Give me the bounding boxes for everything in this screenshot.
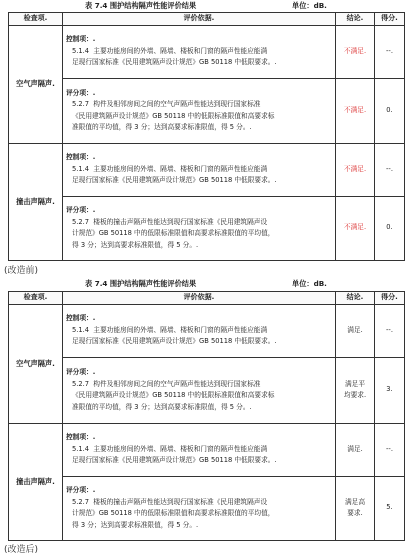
clause-text-cont: 得 3 分；达到高要求标准限值，得 5 分。.	[72, 520, 199, 529]
conclusion-line: 要求.	[347, 509, 363, 517]
header-conclusion: 结论.	[336, 13, 375, 26]
header-score: 得分.	[375, 13, 405, 26]
row-label: 控制项：.	[66, 314, 96, 323]
clause-number: 5.2.7	[72, 217, 90, 226]
clause-number: 5.1.4	[72, 444, 90, 453]
evaluation-table-before	[8, 12, 405, 261]
row-label: 评分项：.	[66, 368, 96, 376]
score-cell: --.	[375, 423, 405, 476]
conclusion-line: 满足平	[344, 379, 366, 388]
clause-number: 5.1.4	[72, 46, 90, 55]
clause-text-cont: 《民用建筑隔声设计规范》GB 50118 中的低限标准限值和高要求标	[72, 391, 275, 399]
clause-number: 5.2.7	[72, 100, 90, 108]
score-cell: 3.	[375, 357, 405, 423]
clause-text: 楼板的撞击声隔声性能达到现行国家标准《民用建筑隔声设	[93, 217, 268, 226]
table-header-row	[9, 292, 405, 305]
table-title-before	[0, 0, 410, 12]
clause-text-cont: 准限值的平均值，得 3 分；达到高要求标准限值，得 5 分。.	[72, 123, 252, 131]
evaluation-table-after	[8, 291, 405, 541]
basis-cell	[63, 423, 336, 476]
clause-text-cont: 足现行国家标准《民用建筑隔声设计规范》GB 50118 中低限要求。.	[72, 456, 277, 465]
header-basis: 评价依据.	[63, 292, 336, 305]
score-cell: 5.	[375, 476, 405, 540]
conclusion-cell	[336, 476, 375, 540]
table-row	[9, 196, 405, 260]
table-unit: 单位：dB.	[292, 1, 327, 10]
clause-text: 楼板的撞击声隔声性能达到现行国家标准《民用建筑隔声设	[93, 497, 268, 506]
caption-before: (改造前)	[4, 266, 39, 276]
clause-text-cont: 计规范》GB 50118 中的低限标准限值和高要求标准限值的平均值，	[72, 509, 275, 517]
clause-number: 5.1.4	[72, 325, 90, 334]
basis-cell	[63, 25, 336, 78]
table-unit: 单位：dB.	[292, 279, 327, 288]
header-item: 检查项.	[9, 292, 63, 305]
conclusion-cell: 满足.	[336, 304, 375, 357]
conclusion-line: 均要求.	[343, 391, 367, 399]
header-score: 得分.	[375, 292, 405, 305]
row-label: 控制项：.	[66, 35, 96, 44]
score-cell: --.	[375, 304, 405, 357]
table-title-after	[0, 278, 410, 290]
table-row	[9, 78, 405, 143]
score-cell: 0.	[375, 78, 405, 143]
table-row	[9, 357, 405, 423]
basis-cell	[63, 196, 336, 260]
basis-cell	[63, 78, 336, 143]
category-cell: 撞击声隔声.	[9, 423, 63, 540]
row-label: 控制项：.	[66, 433, 96, 442]
header-item: 检查项.	[9, 13, 63, 26]
header-basis: 评价依据.	[63, 13, 336, 26]
clause-text-cont: 得 3 分；达到高要求标准限值，得 5 分。.	[72, 240, 199, 249]
clause-text: 主要功能房间的外墙、隔墙、楼板和门窗的隔声性能应能满	[93, 444, 268, 453]
clause-text: 主要功能房间的外墙、隔墙、楼板和门窗的隔声性能应能满	[93, 325, 268, 334]
basis-cell	[63, 143, 336, 196]
clause-text-cont: 足现行国家标准《民用建筑隔声设计规范》GB 50118 中低限要求。.	[72, 58, 277, 67]
clause-number: 5.1.4	[72, 164, 90, 173]
header-conclusion: 结论.	[336, 292, 375, 305]
conclusion-cell: 不满足.	[336, 25, 375, 78]
category-cell: 空气声隔声.	[9, 304, 63, 423]
table-name: 表 7.4 围护结构隔声性能评价结果	[85, 1, 197, 10]
clause-text-cont: 《民用建筑隔声设计规范》GB 50118 中的低限标准限值和高要求标	[72, 111, 275, 120]
clause-number: 5.2.7	[72, 379, 90, 388]
clause-text: 构件及相邻房间之间的空气声隔声性能达到现行国家标准	[93, 379, 261, 388]
conclusion-cell	[336, 357, 375, 423]
caption-after: (改造后)	[4, 545, 39, 555]
category-cell: 空气声隔声.	[9, 25, 63, 143]
table-header-row	[9, 13, 405, 26]
category-cell: 撞击声隔声.	[9, 143, 63, 260]
clause-text: 主要功能房间的外墙、隔墙、楼板和门窗的隔声性能应能满	[93, 46, 268, 55]
score-cell: --.	[375, 143, 405, 196]
row-label: 评分项：.	[66, 206, 96, 214]
conclusion-line: 满足高	[344, 497, 366, 506]
table-row	[9, 25, 405, 78]
clause-text-cont: 计规范》GB 50118 中的低限标准限值和高要求标准限值的平均值，	[72, 229, 275, 237]
row-label: 评分项：.	[66, 88, 96, 97]
clause-number: 5.2.7	[72, 497, 90, 506]
basis-cell	[63, 357, 336, 423]
table-row	[9, 304, 405, 357]
conclusion-cell: 不满足.	[336, 143, 375, 196]
conclusion-cell: 不满足.	[336, 196, 375, 260]
clause-text-cont: 足现行国家标准《民用建筑隔声设计规范》GB 50118 中低限要求。.	[72, 337, 277, 346]
clause-text-cont: 足现行国家标准《民用建筑隔声设计规范》GB 50118 中低限要求。.	[72, 176, 277, 185]
row-label: 控制项：.	[66, 153, 96, 162]
table-row	[9, 423, 405, 476]
score-cell: --.	[375, 25, 405, 78]
clause-text-cont: 准限值的平均值，得 3 分；达到高要求标准限值，得 5 分。.	[72, 402, 252, 411]
basis-cell	[63, 476, 336, 540]
conclusion-cell: 满足.	[336, 423, 375, 476]
basis-cell	[63, 304, 336, 357]
table-row	[9, 476, 405, 540]
row-label: 评分项：.	[66, 486, 96, 494]
score-cell: 0.	[375, 196, 405, 260]
conclusion-cell: 不满足.	[336, 78, 375, 143]
clause-text: 构件及相邻房间之间的空气声隔声性能达到现行国家标准	[93, 100, 261, 108]
table-name: 表 7.4 围护结构隔声性能评价结果	[85, 279, 197, 288]
clause-text: 主要功能房间的外墙、隔墙、楼板和门窗的隔声性能应能满	[93, 164, 268, 173]
table-row	[9, 143, 405, 196]
